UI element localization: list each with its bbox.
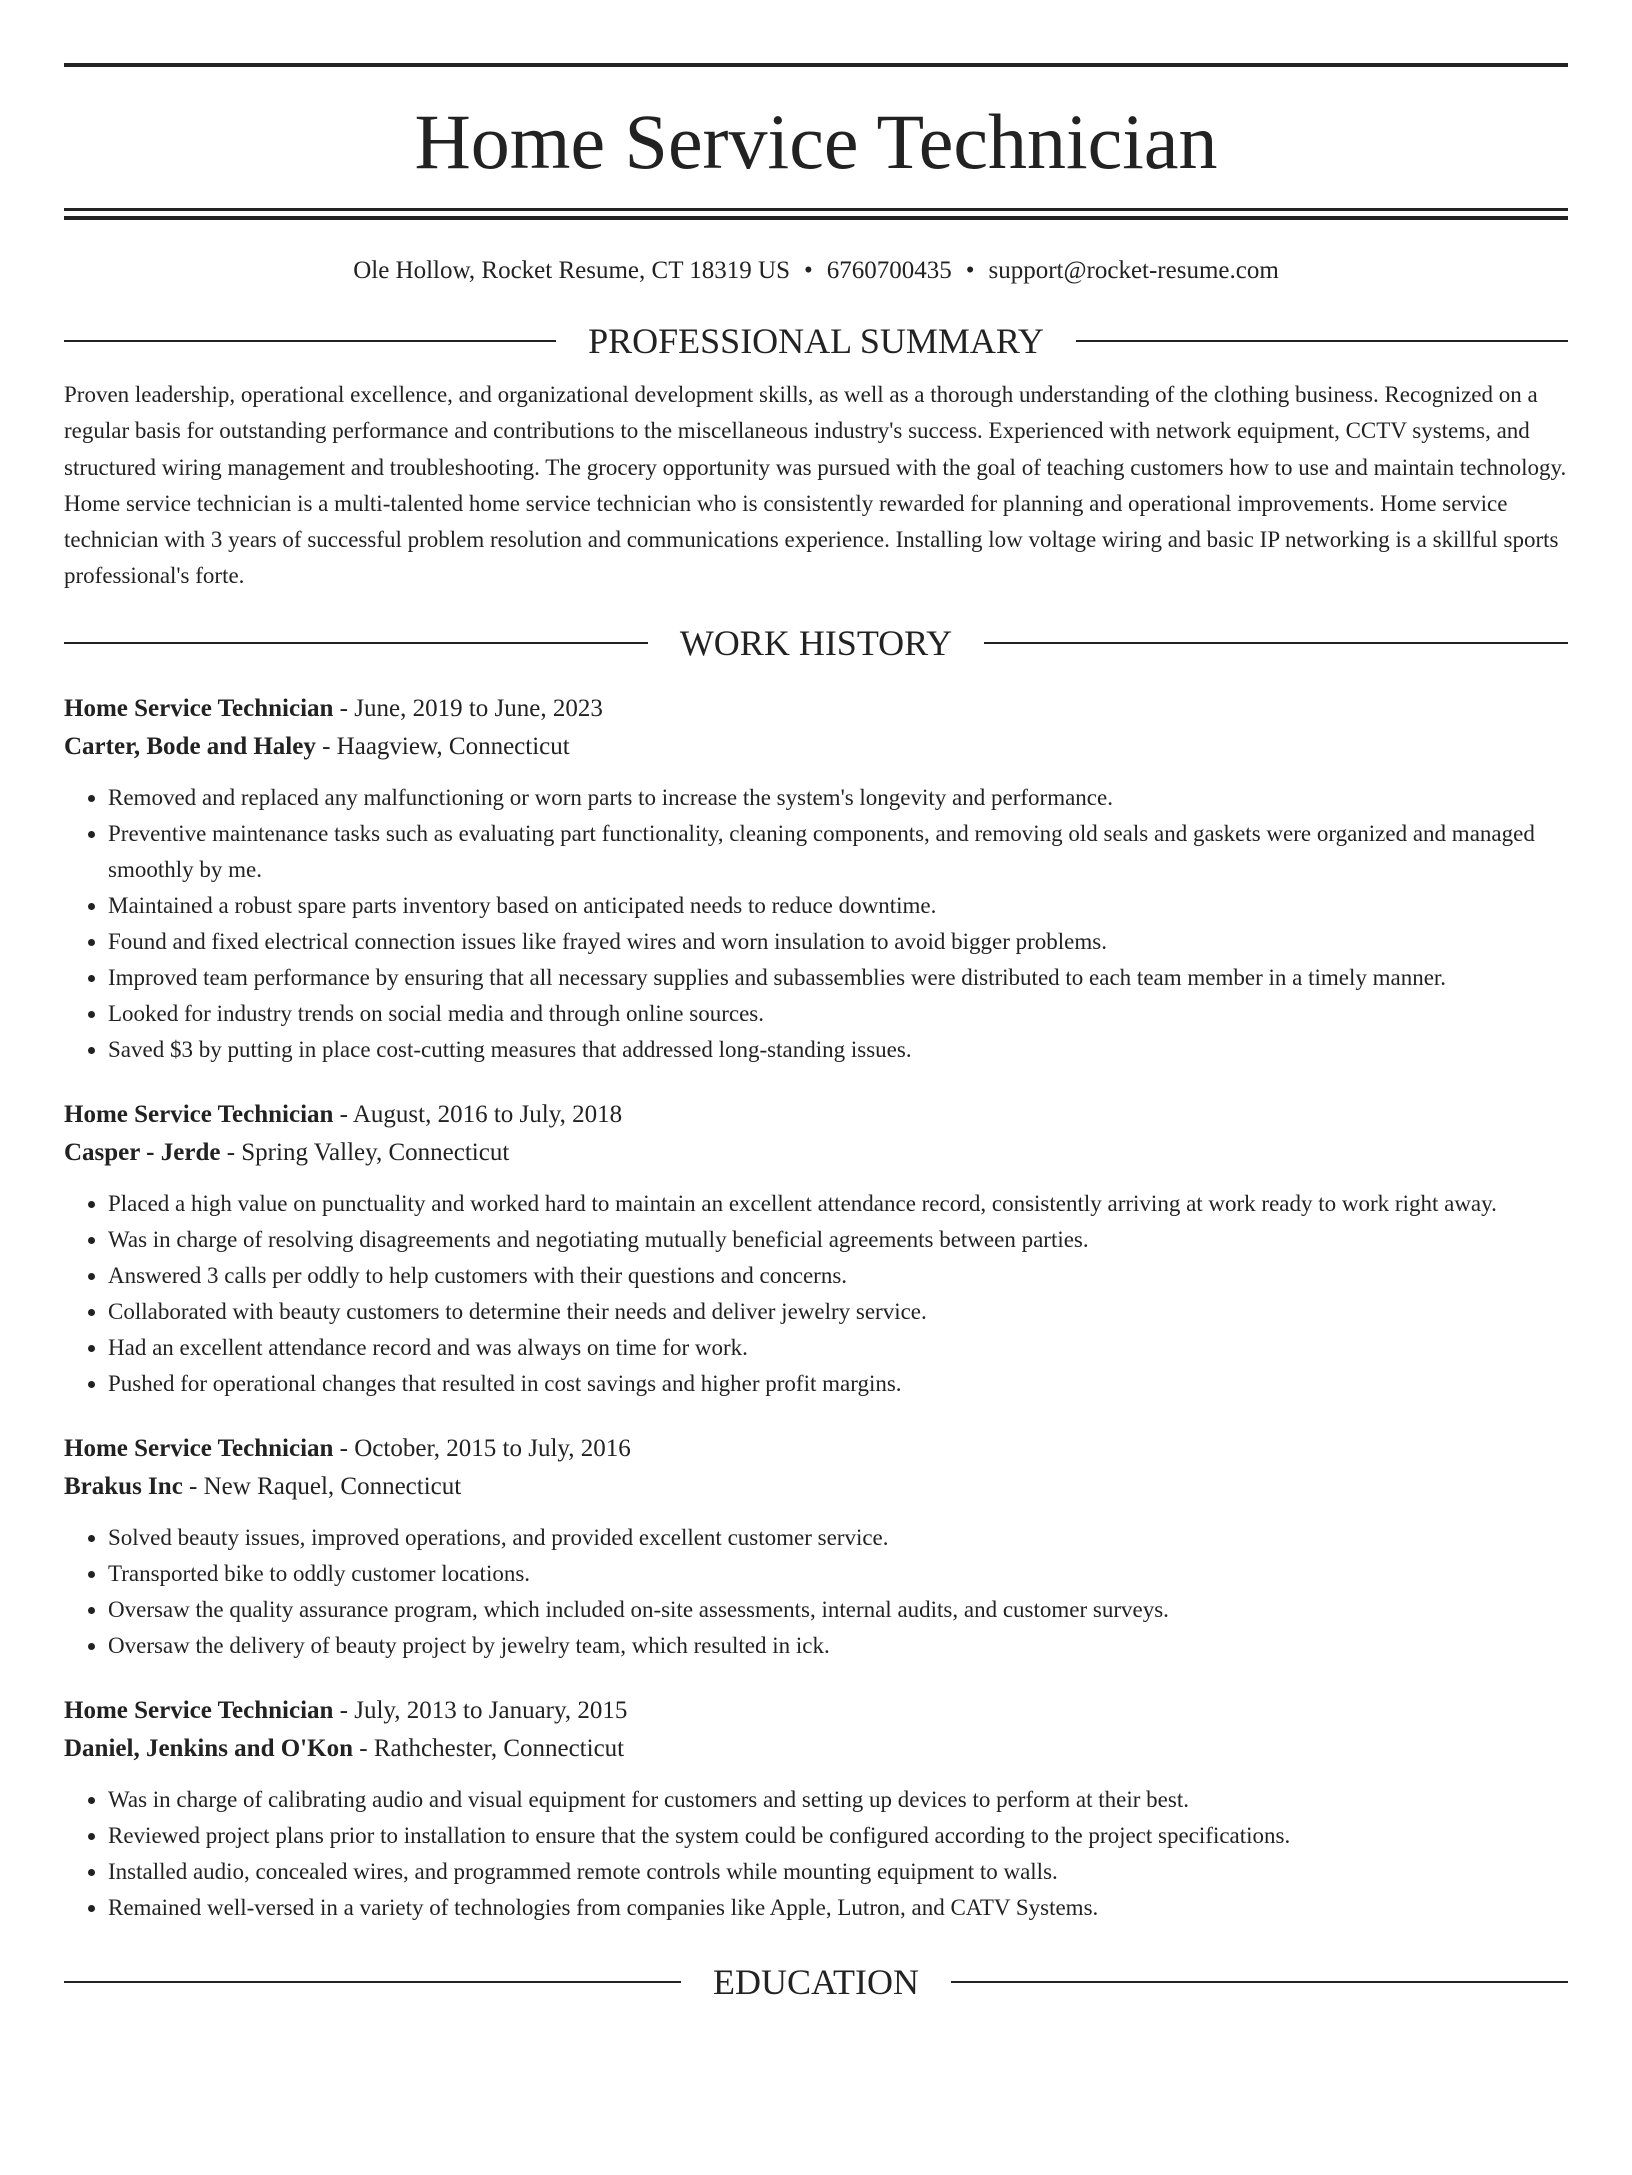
job-company: Brakus Inc bbox=[64, 1472, 183, 1500]
job-location: Rathchester, Connecticut bbox=[373, 1734, 625, 1762]
job-bullets bbox=[64, 1520, 1568, 1664]
contact-line bbox=[64, 256, 1568, 286]
job-bullet: • Saved $3 by putting in place cost-cutting measures that addressed long-standing issues. bbox=[108, 1032, 1568, 1068]
job-company: Carter, Bode and Haley bbox=[64, 732, 316, 760]
job-title-line: Home Service Technician - August, 2016 to July, 2018 bbox=[64, 1100, 623, 1128]
job-entry bbox=[64, 690, 1568, 1068]
job-title: Home Service Technician bbox=[64, 1696, 334, 1724]
resume-title: Home Service Technician bbox=[414, 98, 1218, 185]
job-dates: August, 2016 to July, 2018 bbox=[352, 1100, 623, 1128]
job-bullet: • Solved beauty issues, improved operations, and provided excellent customer service. bbox=[108, 1520, 1568, 1556]
contact-separator: • bbox=[965, 257, 975, 284]
job-bullet: • Preventive maintenance tasks such as evaluating part functionality, cleaning components, and removing old seals and gaskets were organized and managed smoothly by me. bbox=[108, 816, 1568, 888]
job-title-line: Home Service Technician - July, 2013 to January, 2015 bbox=[64, 1696, 628, 1724]
job-company-line: Brakus Inc - New Raquel, Connecticut bbox=[64, 1472, 462, 1500]
job-bullet: • Answered 3 calls per oddly to help customers with their questions and concerns. bbox=[108, 1258, 1568, 1294]
job-bullet: • Pushed for operational changes that resulted in cost savings and higher profit margins. bbox=[108, 1366, 1568, 1402]
job-bullet: • Installed audio, concealed wires, and programmed remote controls while mounting equipment to walls. bbox=[108, 1854, 1568, 1890]
job-bullets bbox=[64, 780, 1568, 1068]
section-heading-label: EDUCATION bbox=[713, 1961, 919, 2002]
job-bullet: • Improved team performance by ensuring that all necessary supplies and subassemblies were distributed to each team member in a timely manner. bbox=[108, 960, 1568, 996]
contact-email: support@rocket-resume.com bbox=[988, 257, 1279, 284]
contact-address: Ole Hollow, Rocket Resume, CT 18319 US bbox=[353, 257, 790, 284]
job-bullet: • Had an excellent attendance record and was always on time for work. bbox=[108, 1330, 1568, 1366]
section-heading-label: WORK HISTORY bbox=[679, 622, 953, 663]
job-bullets bbox=[64, 1782, 1568, 1926]
job-entry bbox=[64, 1430, 1568, 1664]
job-bullet: • Reviewed project plans prior to installation to ensure that the system could be configured according to the project specifications. bbox=[108, 1818, 1568, 1854]
job-bullet: • Transported bike to oddly customer locations. bbox=[108, 1556, 1568, 1592]
job-bullets bbox=[64, 1186, 1568, 1402]
section-heading-label: PROFESSIONAL SUMMARY bbox=[588, 321, 1044, 361]
title-double-rule bbox=[64, 208, 1568, 220]
heading-rule-left bbox=[64, 340, 556, 342]
contact-separator: • bbox=[803, 257, 813, 284]
contact-phone: 6760700435 bbox=[826, 257, 952, 284]
heading-rule-right bbox=[984, 642, 1568, 644]
job-dates: June, 2019 to June, 2023 bbox=[354, 694, 603, 722]
heading-rule-left bbox=[64, 642, 648, 644]
job-bullet: • Looked for industry trends on social media and through online sources. bbox=[108, 996, 1568, 1032]
heading-rule-right bbox=[951, 1981, 1568, 1983]
job-bullet: • Oversaw the delivery of beauty project by jewelry team, which resulted in ick. bbox=[108, 1628, 1568, 1664]
job-bullet: • Placed a high value on punctuality and worked hard to maintain an excellent attendance record, consistently arriving at work ready to work right away. bbox=[108, 1186, 1568, 1222]
job-title: Home Service Technician bbox=[64, 1434, 334, 1462]
job-bullet: • Removed and replaced any malfunctioning or worn parts to increase the system's longevity and performance. bbox=[108, 780, 1568, 816]
heading-rule-right bbox=[1076, 340, 1568, 342]
job-bullet: • Maintained a robust spare parts inventory based on anticipated needs to reduce downtime. bbox=[108, 888, 1568, 924]
job-bullet: • Found and fixed electrical connection issues like frayed wires and worn insulation to avoid bigger problems. bbox=[108, 924, 1568, 960]
job-location: Haagview, Connecticut bbox=[336, 732, 570, 760]
job-title: Home Service Technician bbox=[64, 1100, 334, 1128]
heading-rule-left bbox=[64, 1981, 681, 1983]
job-bullet: • Was in charge of calibrating audio and visual equipment for customers and setting up devices to perform at their best. bbox=[108, 1782, 1568, 1818]
job-bullet: • Collaborated with beauty customers to determine their needs and deliver jewelry service. bbox=[108, 1294, 1568, 1330]
section-heading-summary bbox=[64, 321, 1568, 361]
job-company-line: Carter, Bode and Haley - Haagview, Connecticut bbox=[64, 732, 570, 760]
job-bullet: • Oversaw the quality assurance program, which included on-site assessments, internal audits, and customer surveys. bbox=[108, 1592, 1568, 1628]
top-rule bbox=[64, 63, 1568, 67]
job-company: Daniel, Jenkins and O'Kon bbox=[64, 1734, 353, 1762]
job-company-line: Casper - Jerde - Spring Valley, Connecticut bbox=[64, 1138, 510, 1166]
job-bullet: • Was in charge of resolving disagreements and negotiating mutually beneficial agreements between parties. bbox=[108, 1222, 1568, 1258]
job-entry bbox=[64, 1096, 1568, 1402]
job-bullet: • Remained well-versed in a variety of technologies from companies like Apple, Lutron, and CATV Systems. bbox=[108, 1890, 1568, 1926]
job-title-line: Home Service Technician - June, 2019 to June, 2023 bbox=[64, 694, 603, 722]
job-company: Casper - Jerde bbox=[64, 1138, 221, 1166]
resume-page bbox=[0, 63, 1632, 2175]
job-entry bbox=[64, 1692, 1568, 1926]
section-heading-education bbox=[64, 1962, 1568, 2002]
job-location: Spring Valley, Connecticut bbox=[241, 1138, 510, 1166]
section-heading-work-history bbox=[64, 623, 1568, 663]
job-location: New Raquel, Connecticut bbox=[203, 1472, 462, 1500]
job-dates: October, 2015 to July, 2016 bbox=[354, 1434, 631, 1462]
job-title: Home Service Technician bbox=[64, 694, 334, 722]
job-dates: July, 2013 to January, 2015 bbox=[354, 1696, 628, 1724]
job-title-line: Home Service Technician - October, 2015 to July, 2016 bbox=[64, 1434, 631, 1462]
job-company-line: Daniel, Jenkins and O'Kon - Rathchester, Connecticut bbox=[64, 1734, 625, 1762]
summary-text: Proven leadership, operational excellence, and organizational development skills, as well as a thorough understanding of the clothing business. Recognized on a regular basis for outstanding performance and contributions to the miscellaneous industry's success. Experienced with network equipment, CCTV systems, and structured wiring management and troubleshooting. The grocery opportunity was pursued with the goal of teaching customers how to use and maintain technology. Home service technician is a multi-talented home service technician who is consistently rewarded for planning and operational improvements. Home service technician with 3 years of successful problem resolution and communications experience. Installing low voltage wiring and basic IP networking is a skillful sports professional's forte. bbox=[64, 382, 1567, 589]
